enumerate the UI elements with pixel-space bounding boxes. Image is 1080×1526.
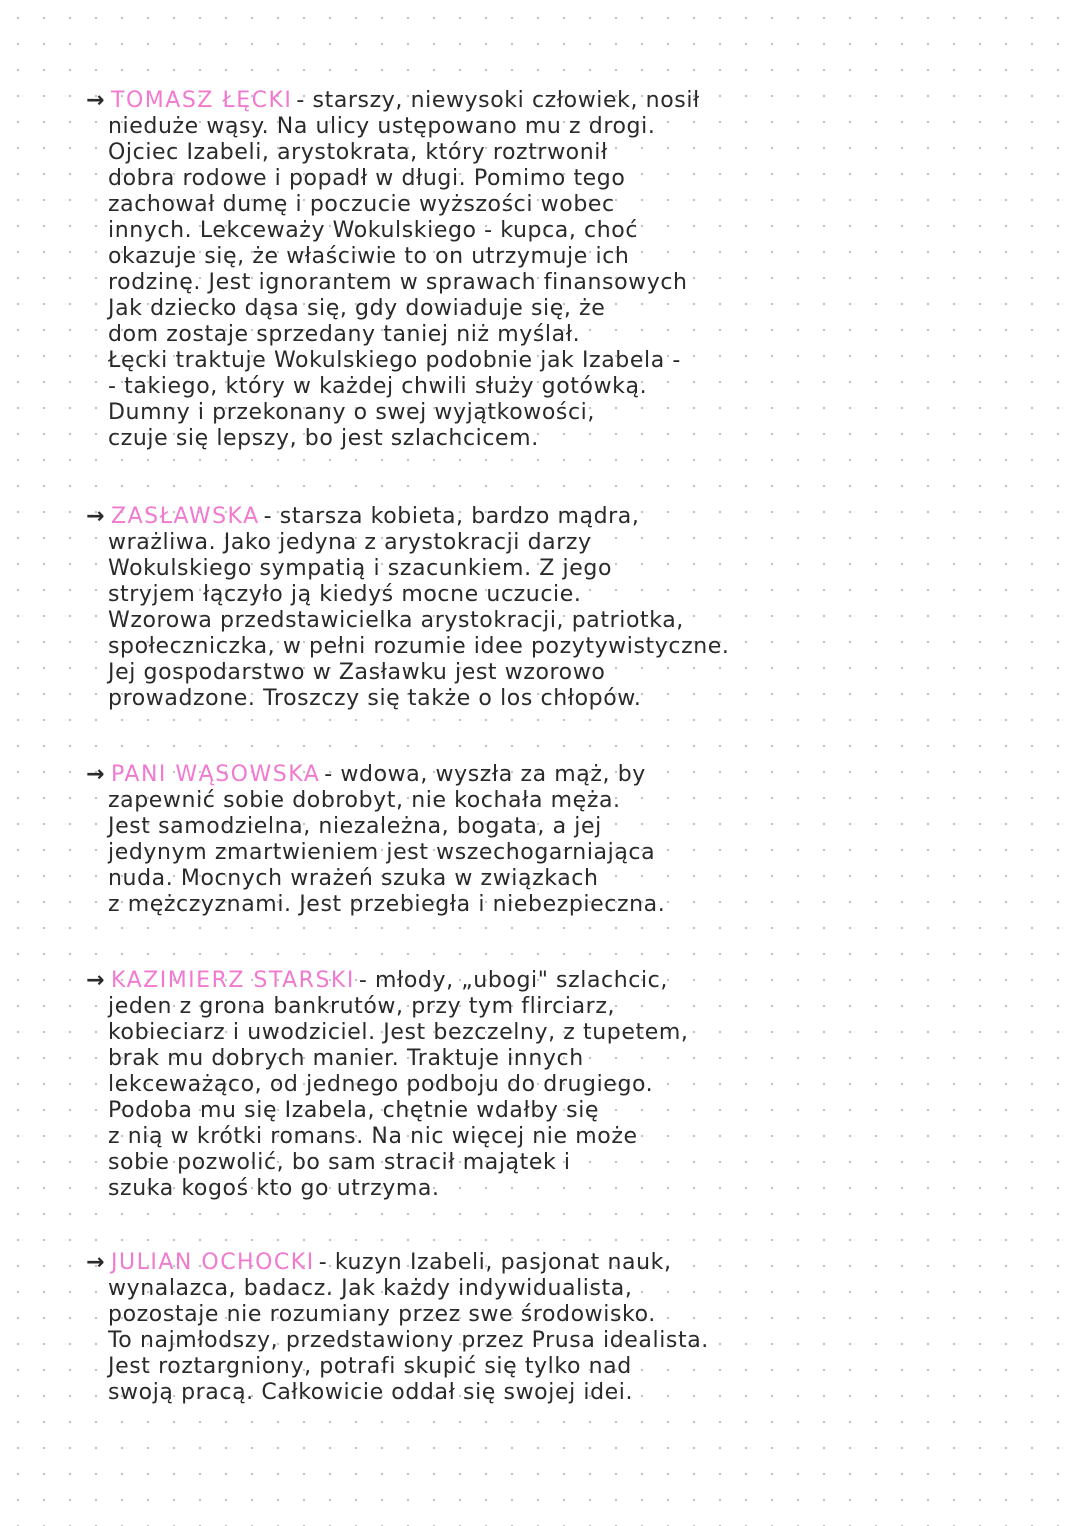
character-name: PANI WĄSOWSKA — [111, 762, 321, 787]
entry-heading — [86, 968, 1016, 994]
note-line: Wzorowa przedstawicielka arystokracji, patriotka, — [108, 608, 684, 633]
note-line: Jak dziecko dąsa się, gdy dowiaduje się, że — [108, 296, 606, 321]
note-line: z nią w krótki romans. Na nic więcej nie może — [108, 1124, 638, 1149]
note-line: - starsza kobieta, bardzo mądra, — [263, 504, 640, 529]
note-line: okazuje się, że właściwie to on utrzymuje ich — [108, 244, 630, 269]
entry-zaslawska — [86, 504, 1016, 712]
note-line: Jej gospodarstwo w Zasławku jest wzorowo — [108, 660, 606, 685]
note-line: - starszy, niewysoki człowiek, nosił — [296, 88, 700, 113]
note-line: lekceważąco, od jednego podboju do drugiego. — [108, 1072, 654, 1097]
note-line: szuka kogoś kto go utrzyma. — [108, 1176, 440, 1201]
note-line: brak mu dobrych manier. Traktuje innych — [108, 1046, 584, 1071]
note-line: Wokulskiego sympatią i szacunkiem. Z jego — [108, 556, 613, 581]
entry-kazimierz-starski — [86, 968, 1016, 1202]
note-line: pozostaje nie rozumiany przez swe środowisko. — [108, 1302, 656, 1327]
note-line: sobie pozwolić, bo sam stracił majątek i — [108, 1150, 571, 1175]
note-line: dobra rodowe i popadł w długi. Pomimo tego — [108, 166, 626, 191]
note-line: - wdowa, wyszła za mąż, by — [324, 762, 646, 787]
arrow-icon: → — [86, 504, 106, 529]
entry-heading — [86, 1250, 1016, 1276]
note-line: - takiego, który w każdej chwili służy gotówką. — [108, 374, 648, 399]
note-line: społeczniczka, w pełni rozumie idee pozytywistyczne. — [108, 634, 730, 659]
entry-heading — [86, 504, 1016, 530]
note-line: zachował dumę i poczucie wyższości wobec — [108, 192, 615, 217]
character-name: TOMASZ ŁĘCKI — [111, 88, 293, 113]
note-line: Jest roztargniony, potrafi skupić się tylko nad — [108, 1354, 632, 1379]
note-line: dom zostaje sprzedany taniej niż myślał. — [108, 322, 581, 347]
note-line: wynalazca, badacz. Jak każdy indywidualista, — [108, 1276, 633, 1301]
note-line: rodzinę. Jest ignorantem w sprawach finansowych — [108, 270, 688, 295]
note-line: nieduże wąsy. Na ulicy ustępowano mu z drogi. — [108, 114, 656, 139]
character-name: JULIAN OCHOCKI — [111, 1250, 315, 1275]
note-line: wrażliwa. Jako jedyna z arystokracji darzy — [108, 530, 592, 555]
note-line: innych. Lekceważy Wokulskiego - kupca, choć — [108, 218, 639, 243]
note-line: - kuzyn Izabeli, pasjonat nauk, — [318, 1250, 672, 1275]
entry-heading — [86, 762, 1016, 788]
entry-heading — [86, 88, 1016, 114]
note-line: - młody, „ubogi" szlachcic, — [358, 968, 668, 993]
note-line: jeden z grona bankrutów, przy tym flirciarz, — [108, 994, 616, 1019]
note-line: Ojciec Izabeli, arystokrata, który roztrwonił — [108, 140, 608, 165]
note-line: Łęcki traktuje Wokulskiego podobnie jak Izabela - — [108, 348, 681, 373]
note-line: Podoba mu się Izabela, chętnie wdałby się — [108, 1098, 600, 1123]
note-line: czuje się lepszy, bo jest szlachcicem. — [108, 426, 539, 451]
note-line: Dumny i przekonany o swej wyjątkowości, — [108, 400, 595, 425]
entry-julian-ochocki — [86, 1250, 1016, 1406]
arrow-icon: → — [86, 762, 106, 787]
arrow-icon: → — [86, 88, 106, 113]
note-line: jedynym zmartwieniem jest wszechogarniająca — [108, 840, 656, 865]
note-line: nuda. Mocnych wrażeń szuka w związkach — [108, 866, 599, 891]
note-line: z mężczyznami. Jest przebiegła i niebezpieczna. — [108, 892, 666, 917]
note-line: zapewnić sobie dobrobyt, nie kochała męża. — [108, 788, 621, 813]
entry-pani-wasowska — [86, 762, 1016, 918]
note-line: To najmłodszy, przedstawiony przez Prusa idealista. — [108, 1328, 709, 1353]
note-line: stryjem łączyło ją kiedyś mocne uczucie. — [108, 582, 582, 607]
entry-tomasz-lecki — [86, 88, 1016, 452]
arrow-icon: → — [86, 968, 106, 993]
character-name: ZASŁAWSKA — [111, 504, 260, 529]
character-name: KAZIMIERZ STARSKI — [111, 968, 355, 993]
arrow-icon: → — [86, 1250, 106, 1275]
note-line: swoją pracą. Całkowicie oddał się swojej idei. — [108, 1380, 634, 1405]
note-line: Jest samodzielna, niezależna, bogata, a jej — [108, 814, 602, 839]
note-line: kobieciarz i uwodziciel. Jest bezczelny, z tupetem, — [108, 1020, 689, 1045]
note-line: prowadzone. Troszczy się także o los chłopów. — [108, 686, 642, 711]
